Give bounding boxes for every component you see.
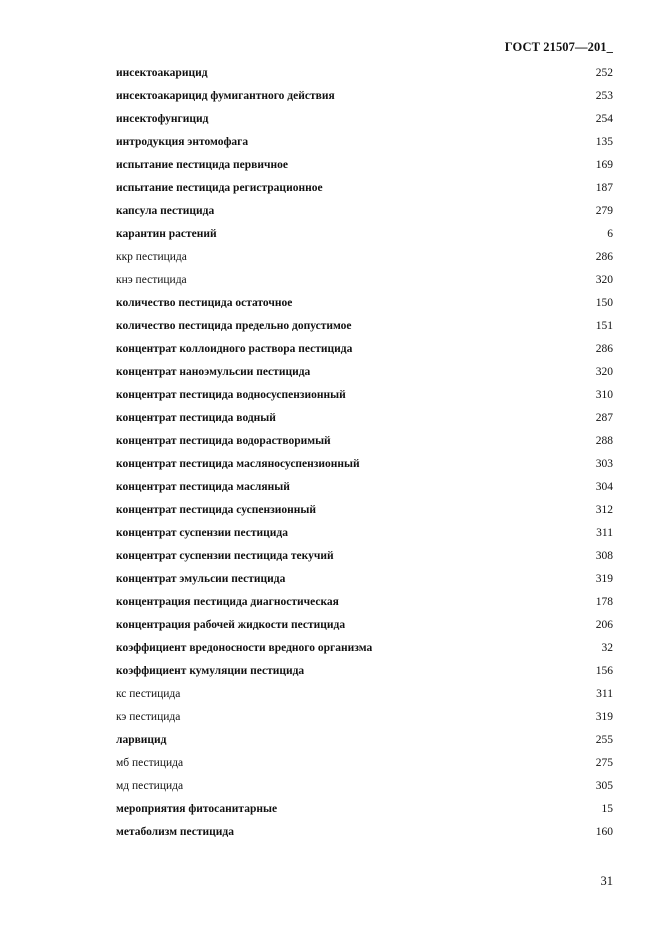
- index-entry: [116, 637, 613, 660]
- index-entry: [116, 545, 613, 568]
- index-term: концентрат эмульсии пестицида: [116, 573, 286, 585]
- index-term: концентрация рабочей жидкости пестицида: [116, 619, 346, 631]
- index-term: ккр пестицида: [116, 251, 187, 263]
- index-term: мд пестицида: [116, 780, 184, 792]
- index-page-ref: 311: [596, 688, 613, 700]
- index-page-ref: 156: [595, 665, 613, 677]
- index-term: концентрат пестицида масляный: [116, 481, 290, 493]
- index-entry: [116, 200, 613, 223]
- index-term: инсектофунгицид: [116, 113, 209, 125]
- index-term: кс пестицида: [116, 688, 181, 700]
- index-page-ref: 135: [595, 136, 613, 148]
- index-page-ref: 206: [595, 619, 613, 631]
- index-entry: [116, 361, 613, 384]
- index-entry: [116, 108, 613, 131]
- index-term: инсектоакарицид: [116, 67, 208, 79]
- index-page-ref: 32: [601, 642, 613, 654]
- index-term: капсула пестицида: [116, 205, 215, 217]
- index-term: мб пестицида: [116, 757, 184, 769]
- index-term: кэ пестицида: [116, 711, 181, 723]
- index-term: коэффициент вредоносности вредного организма: [116, 642, 373, 654]
- index-page-ref: 150: [595, 297, 613, 309]
- index-term: коэффициент кумуляции пестицида: [116, 665, 305, 677]
- index-entry: [116, 131, 613, 154]
- index-term: концентрат суспензии пестицида текучий: [116, 550, 334, 562]
- index-entry: [116, 568, 613, 591]
- index-entry: [116, 177, 613, 200]
- index-page-ref: 15: [601, 803, 613, 815]
- index-term: метаболизм пестицида: [116, 826, 234, 838]
- index-page-ref: 252: [595, 67, 613, 79]
- index-page-ref: 319: [595, 573, 613, 585]
- index-page-ref: 320: [595, 366, 613, 378]
- document-code: ГОСТ 21507—201_: [504, 40, 613, 54]
- index-page-ref: 304: [595, 481, 613, 493]
- index-page-ref: 279: [595, 205, 613, 217]
- index-page-ref: 311: [596, 527, 613, 539]
- index-term: концентрат пестицида суспензионный: [116, 504, 316, 516]
- index-term: количество пестицида остаточное: [116, 297, 293, 309]
- index-term: испытание пестицида первичное: [116, 159, 288, 171]
- index-term: концентрат коллоидного раствора пестицида: [116, 343, 353, 355]
- index-term: концентрат пестицида водносуспензионный: [116, 389, 346, 401]
- index-entry: [116, 292, 613, 315]
- index-entry: [116, 407, 613, 430]
- index-entry: [116, 591, 613, 614]
- index-term: концентрация пестицида диагностическая: [116, 596, 339, 608]
- index-term: концентрат пестицида масляносуспензионный: [116, 458, 360, 470]
- index-page-ref: 169: [595, 159, 613, 171]
- index-entry: [116, 154, 613, 177]
- index-page-ref: 255: [595, 734, 613, 746]
- index-entry: [116, 660, 613, 683]
- index-page-ref: 286: [595, 251, 613, 263]
- index-entry: [116, 338, 613, 361]
- index-entry: [116, 85, 613, 108]
- index-term: количество пестицида предельно допустимое: [116, 320, 352, 332]
- index-entry: [116, 683, 613, 706]
- index-page-ref: 178: [595, 596, 613, 608]
- index-page-ref: 320: [595, 274, 613, 286]
- index-page-ref: 275: [595, 757, 613, 769]
- index-term: концентрат наноэмульсии пестицида: [116, 366, 311, 378]
- index-term: карантин растений: [116, 228, 217, 240]
- index-page-ref: 305: [595, 780, 613, 792]
- index-term: концентрат суспензии пестицида: [116, 527, 288, 539]
- index-entry: [116, 453, 613, 476]
- index-entry: [116, 269, 613, 292]
- index-page-ref: 151: [595, 320, 613, 332]
- index-term: инсектоакарицид фумигантного действия: [116, 90, 335, 102]
- index-page-ref: 253: [595, 90, 613, 102]
- index-page-ref: 287: [595, 412, 613, 424]
- index-page-ref: 310: [595, 389, 613, 401]
- index-entry: [116, 798, 613, 821]
- index-term: испытание пестицида регистрационное: [116, 182, 323, 194]
- index-entry: [116, 62, 613, 85]
- index-entry: [116, 384, 613, 407]
- index-page-ref: 312: [595, 504, 613, 516]
- index-entry: [116, 706, 613, 729]
- index-page-ref: 308: [595, 550, 613, 562]
- index-entry: [116, 223, 613, 246]
- index-entry: [116, 752, 613, 775]
- index-entry: [116, 522, 613, 545]
- term-index-list: [116, 62, 613, 844]
- index-term: интродукция энтомофага: [116, 136, 249, 148]
- index-entry: [116, 614, 613, 637]
- index-page-ref: 187: [595, 182, 613, 194]
- index-entry: [116, 430, 613, 453]
- index-entry: [116, 476, 613, 499]
- index-term: концентрат пестицида водный: [116, 412, 276, 424]
- index-entry: [116, 246, 613, 269]
- index-term: мероприятия фитосанитарные: [116, 803, 278, 815]
- index-page-ref: 303: [595, 458, 613, 470]
- index-entry: [116, 821, 613, 844]
- index-entry: [116, 729, 613, 752]
- index-page-ref: 254: [595, 113, 613, 125]
- index-page-ref: 288: [595, 435, 613, 447]
- index-entry: [116, 499, 613, 522]
- index-entry: [116, 775, 613, 798]
- index-term: кнэ пестицида: [116, 274, 187, 286]
- index-page-ref: 160: [595, 826, 613, 838]
- index-term: концентрат пестицида водорастворимый: [116, 435, 331, 447]
- index-term: ларвицид: [116, 734, 167, 746]
- index-page-ref: 319: [595, 711, 613, 723]
- index-page-ref: 6: [607, 228, 613, 240]
- index-page-ref: 286: [595, 343, 613, 355]
- page-number: 31: [600, 874, 613, 888]
- index-entry: [116, 315, 613, 338]
